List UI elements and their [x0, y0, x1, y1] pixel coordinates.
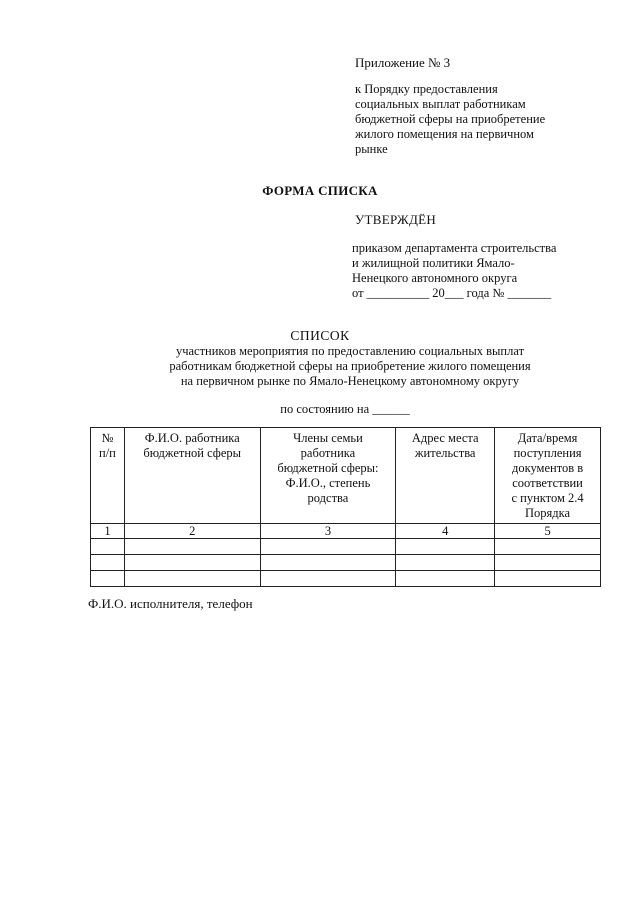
table-cell[interactable] [91, 555, 125, 571]
table-cell[interactable] [396, 555, 495, 571]
header-row-number [91, 428, 125, 524]
order-line: и жилищной политики Ямало- [352, 256, 515, 270]
executor-label: Ф.И.О. исполнителя, телефон [88, 596, 253, 611]
column-number-cell: 4 [396, 524, 495, 539]
form-title: ФОРМА СПИСКА [262, 183, 378, 198]
appendix-subtitle-line: бюджетной сферы на приобретение [355, 112, 546, 126]
table-cell[interactable] [396, 539, 495, 555]
header-line: п/п [99, 446, 116, 460]
header-line: Дата/время [517, 431, 578, 445]
header-line: соответствии [512, 476, 583, 490]
header-line: бюджетной сферы: [277, 461, 379, 475]
header-line: родства [307, 491, 349, 505]
table-row [91, 539, 601, 555]
order-line: от __________ 20___ года № _______ [352, 286, 552, 300]
header-line: Порядка [525, 506, 571, 520]
header-line: Члены семьи [293, 431, 363, 445]
as-of-date: по состоянию на ______ [280, 402, 410, 416]
header-line: Адрес места [411, 431, 479, 445]
header-line: Ф.И.О., степень [285, 476, 371, 490]
table-header-row [91, 428, 601, 524]
appendix-subtitle [355, 82, 615, 157]
header-employee-name [124, 428, 260, 524]
header-line: поступления [513, 446, 582, 460]
order-block [352, 241, 622, 301]
column-number-cell: 5 [495, 524, 601, 539]
table-row [91, 571, 601, 587]
table-cell[interactable] [495, 571, 601, 587]
table-cell[interactable] [396, 571, 495, 587]
table-cell[interactable] [495, 539, 601, 555]
appendix-subtitle-line: к Порядку предоставления [355, 82, 498, 96]
header-line: Ф.И.О. работника [144, 431, 240, 445]
order-line: приказом департамента строительства [352, 241, 557, 255]
header-line: № [101, 431, 114, 445]
table-cell[interactable] [124, 539, 260, 555]
column-number-cell: 1 [91, 524, 125, 539]
order-line: Ненецкого автономного округа [352, 271, 518, 285]
header-line: с пунктом 2.4 [511, 491, 584, 505]
table-cell[interactable] [124, 555, 260, 571]
table-cell[interactable] [124, 571, 260, 587]
appendix-title: Приложение № 3 [355, 55, 451, 70]
participants-table [90, 427, 601, 587]
appendix-subtitle-line: социальных выплат работникам [355, 97, 526, 111]
table-cell[interactable] [260, 571, 396, 587]
list-subtitle-line: работникам бюджетной сферы на приобретение жилого помещения [169, 359, 531, 373]
header-family-members [260, 428, 396, 524]
table-cell[interactable] [91, 539, 125, 555]
appendix-subtitle-line: жилого помещения на первичном [355, 127, 534, 141]
header-line: жительства [414, 446, 476, 460]
table-cell[interactable] [260, 555, 396, 571]
table-row [91, 555, 601, 571]
table-cell[interactable] [495, 555, 601, 571]
column-number-cell: 2 [124, 524, 260, 539]
list-subtitle [90, 344, 610, 389]
header-date-time [495, 428, 601, 524]
header-address [396, 428, 495, 524]
header-line: бюджетной сферы [143, 446, 242, 460]
list-title: СПИСОК [290, 328, 350, 343]
list-subtitle-line: участников мероприятия по предоставлению социальных выплат [175, 344, 525, 358]
column-number-cell: 3 [260, 524, 396, 539]
header-line: работника [300, 446, 356, 460]
table-cell[interactable] [260, 539, 396, 555]
approved-label: УТВЕРЖДЁН [355, 212, 437, 227]
header-line: документов в [511, 461, 584, 475]
column-number-row [91, 524, 601, 539]
appendix-subtitle-line: рынке [355, 142, 388, 156]
table-cell[interactable] [91, 571, 125, 587]
list-subtitle-line: на первичном рынке по Ямало-Ненецкому автономному округу [180, 374, 520, 388]
